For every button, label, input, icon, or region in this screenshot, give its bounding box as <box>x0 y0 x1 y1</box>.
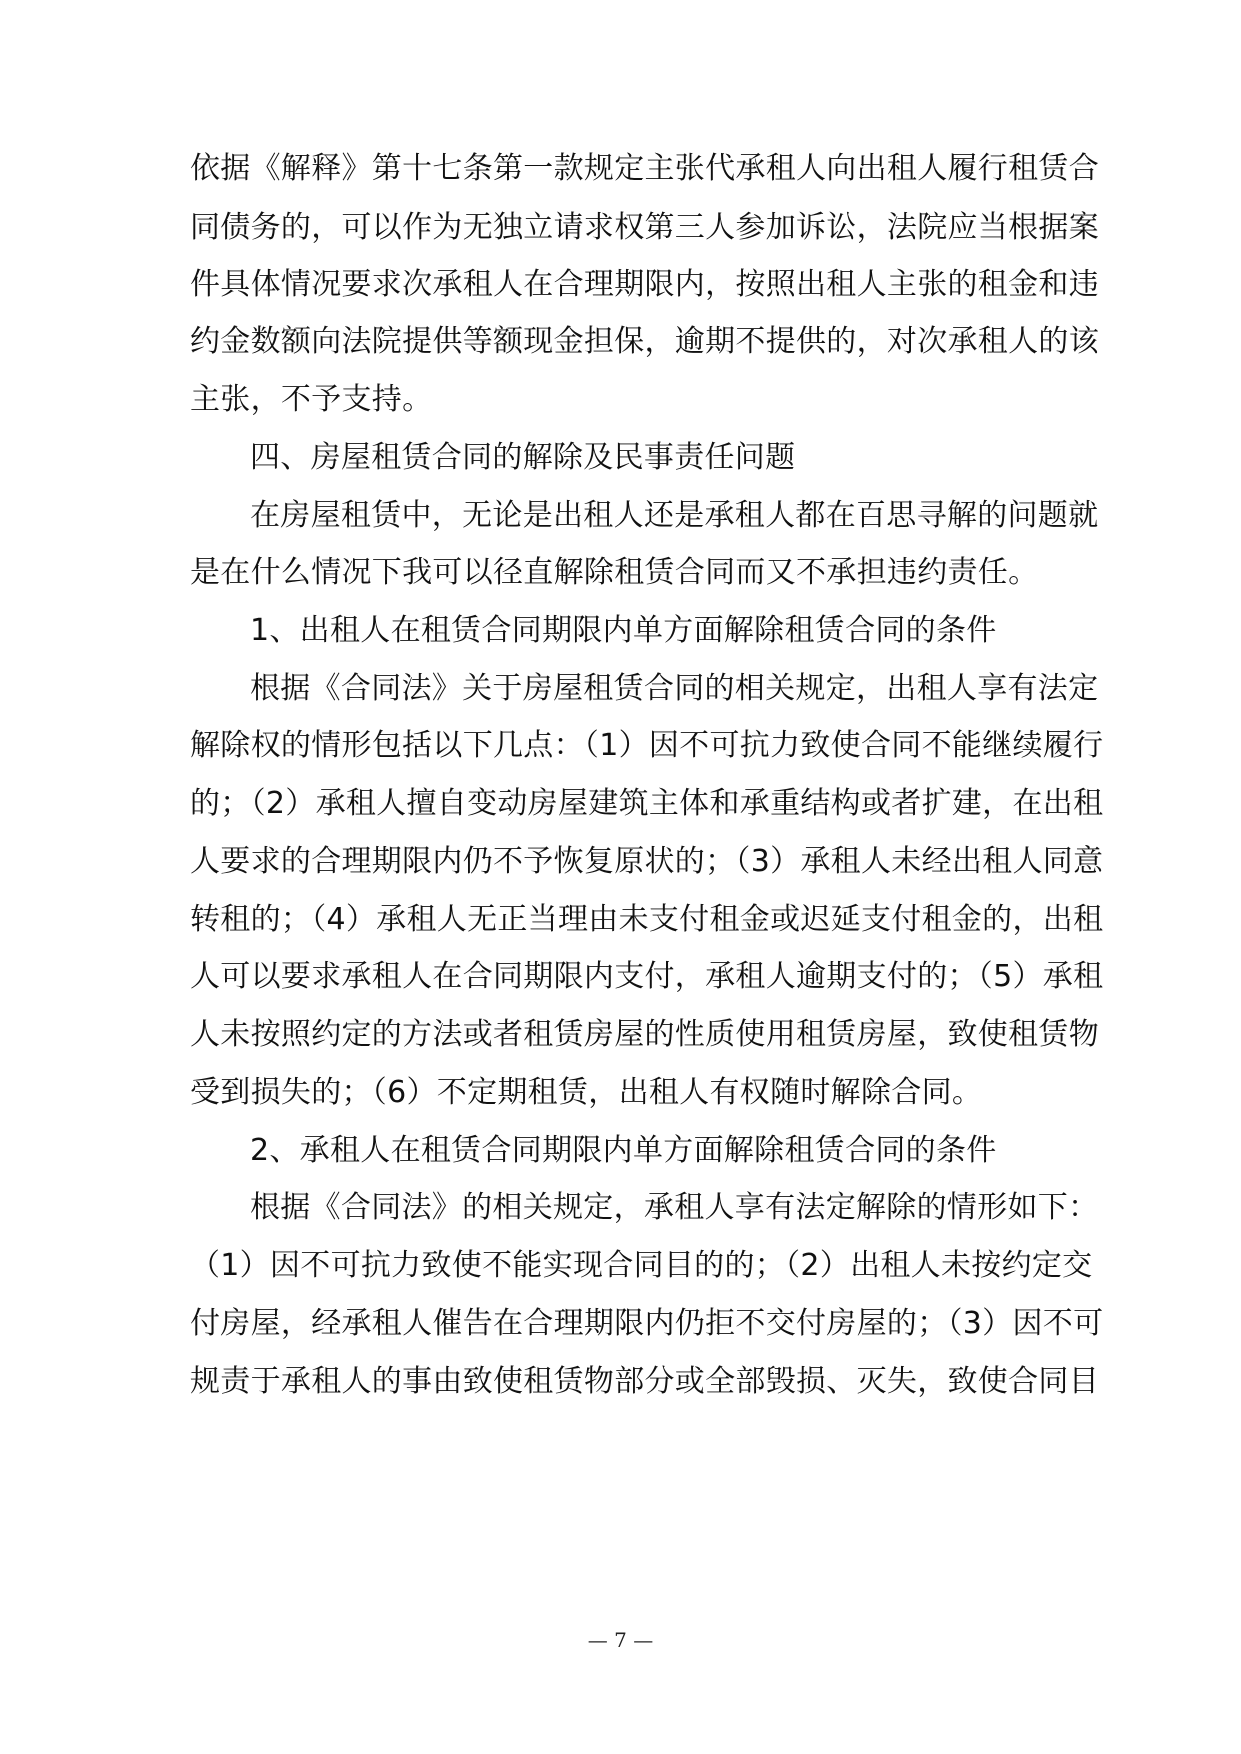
body-text-line: 付房屋，经承租人催告在合理期限内仍拒不交付房屋的；（3）因不可 <box>190 1306 1104 1341</box>
body-text-line: 受到损失的；（6）不定期租赁，出租人有权随时解除合同。 <box>190 1075 983 1110</box>
body-text-line: 人可以要求承租人在合同期限内支付，承租人逾期支付的；（5）承租 <box>190 959 1104 994</box>
body-text-line: 在房屋租赁中，无论是出租人还是承租人都在百思寻解的问题就 <box>250 498 1099 533</box>
body-text-line: 依据《解释》第十七条第一款规定主张代承租人向出租人履行租赁合 <box>190 151 1099 186</box>
body-text-line: 人未按照约定的方法或者租赁房屋的性质使用租赁房屋，致使租赁物 <box>190 1017 1099 1052</box>
body-text-line: 解除权的情形包括以下几点：（1）因不可抗力致使合同不能继续履行 <box>190 728 1104 763</box>
subsection-heading: 2、承租人在租赁合同期限内单方面解除租赁合同的条件 <box>250 1133 997 1168</box>
body-text-line: 根据《合同法》的相关规定，承租人享有法定解除的情形如下： <box>250 1190 1099 1225</box>
body-text-line: 的；（2）承租人擅自变动房屋建筑主体和承重结构或者扩建，在出租 <box>190 786 1104 821</box>
body-text-line: 件具体情况要求次承租人在合理期限内，按照出租人主张的租金和违 <box>190 267 1099 302</box>
section-heading: 四、房屋租赁合同的解除及民事责任问题 <box>250 440 796 475</box>
body-text-line: 主张，不予支持。 <box>190 382 433 417</box>
body-text-line: 同债务的，可以作为无独立请求权第三人参加诉讼，法院应当根据案 <box>190 210 1099 245</box>
body-text-line: 规责于承租人的事由致使租赁物部分或全部毁损、灭失，致使合同目 <box>190 1364 1099 1399</box>
body-text-line: 是在什么情况下我可以径直解除租赁合同而又不承担违约责任。 <box>190 555 1039 590</box>
subsection-heading: 1、出租人在租赁合同期限内单方面解除租赁合同的条件 <box>250 613 997 648</box>
body-text-line: 转租的；（4）承租人无正当理由未支付租金或迟延支付租金的，出租 <box>190 902 1104 937</box>
body-text-line: 约金数额向法院提供等额现金担保，逾期不提供的，对次承租人的该 <box>190 324 1099 359</box>
body-text-line: 人要求的合理期限内仍不予恢复原状的；（3）承租人未经出租人同意 <box>190 844 1104 879</box>
body-text-line: （1）因不可抗力致使不能实现合同目的的；（2）出租人未按约定交 <box>190 1248 1093 1283</box>
page-number: — 7 — <box>587 1628 654 1652</box>
body-text-line: 根据《合同法》关于房屋租赁合同的相关规定，出租人享有法定 <box>250 671 1099 706</box>
